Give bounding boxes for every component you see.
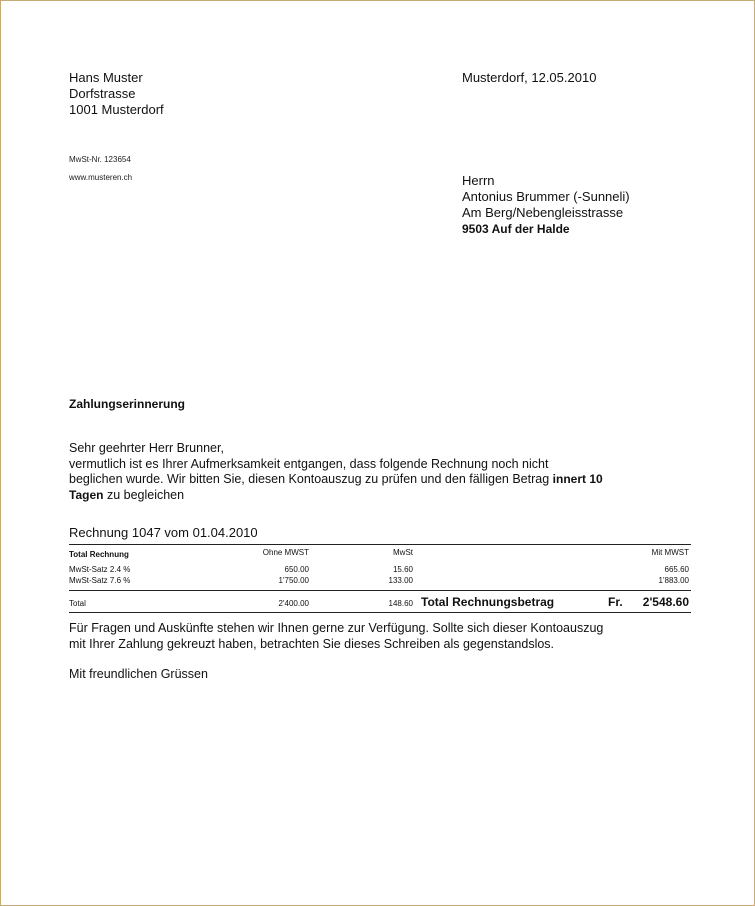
invoice-total-vat: 148.60 [388,599,413,608]
recipient-street: Am Berg/Nebengleisstrasse [462,205,624,220]
invoice-heading: Rechnung 1047 vom 01.04.2010 [69,525,258,540]
invoice-row-2-gross: 1'883.00 [658,576,689,585]
invoice-total-amount-label: Total Rechnungsbetrag [421,595,555,609]
invoice-row-1-gross: 665.60 [664,565,689,574]
sender-website: www.musteren.ch [69,173,133,182]
body-line-2-wrap [69,472,669,488]
recipient-name: Antonius Brummer (-Sunneli) [462,189,630,204]
invoice-row-1-label: MwSt-Satz 2.4 % [69,565,131,574]
invoice-row-1-vat: 15.60 [392,565,413,574]
body-line-1: vermutlich ist es Ihrer Aufmerksamkeit entgangen, dass folgende Rechnung noch nicht [69,456,549,471]
closing-block [69,621,679,652]
invoice-header-label: Total Rechnung [69,550,129,559]
body-line-3: zu begleichen [106,487,185,502]
closing-line-1: Für Fragen und Auskünfte stehen wir Ihnen gerne zur Verfügung. Sollte sich dieser Kontoauszug [69,621,604,635]
invoice-mid-rule [69,590,691,591]
invoice-total-currency: Fr. [608,595,623,609]
body-line-3-wrap [69,488,669,504]
body-line-2: beglichen wurde. Wir bitten Sie, diesen Kontoauszug zu prüfen und den fälligen Betrag [69,472,550,486]
sender-city: 1001 Musterdorf [69,102,164,117]
place-date: Musterdorf, 12.05.2010 [462,70,597,85]
invoice-top-rule [69,544,691,545]
sender-street: Dorfstrasse [69,86,136,101]
body-emphasis-2: Tagen [69,487,104,502]
invoice-total-net: 2'400.00 [278,599,309,608]
closing-line-2: mit Ihrer Zahlung gekreuzt haben, betrachten Sie dieses Schreiben als gegenstandslos. [69,636,555,651]
sender-name: Hans Muster [69,70,143,85]
letter-body [69,441,669,503]
invoice-row-1-net: 650.00 [284,565,309,574]
sender-block [69,70,164,118]
invoice-header-net: Ohne MWST [262,548,309,557]
sender-vat: MwSt-Nr. 123654 [69,155,131,164]
invoice-header-vat: MwSt [393,548,413,557]
invoice-row-2-label: MwSt-Satz 7.6 % [69,576,131,585]
recipient-city: 9503 Auf der Halde [462,222,570,236]
recipient-block [462,173,630,237]
subject: Zahlungserinnerung [69,397,186,411]
invoice-header-gross: Mit MWST [651,548,689,557]
invoice-row-2-vat: 133.00 [388,576,413,585]
invoice-total-label: Total [69,599,86,608]
invoice-row-2-net: 1'750.00 [278,576,309,585]
regards: Mit freundlichen Grüssen [69,667,208,681]
invoice-bottom-rule [69,612,691,613]
recipient-salutation: Herrn [462,173,495,188]
greeting: Sehr geehrter Herr Brunner, [69,441,224,455]
invoice-total-amount: 2'548.60 [642,595,689,609]
body-emphasis-1: innert 10 [552,472,603,486]
